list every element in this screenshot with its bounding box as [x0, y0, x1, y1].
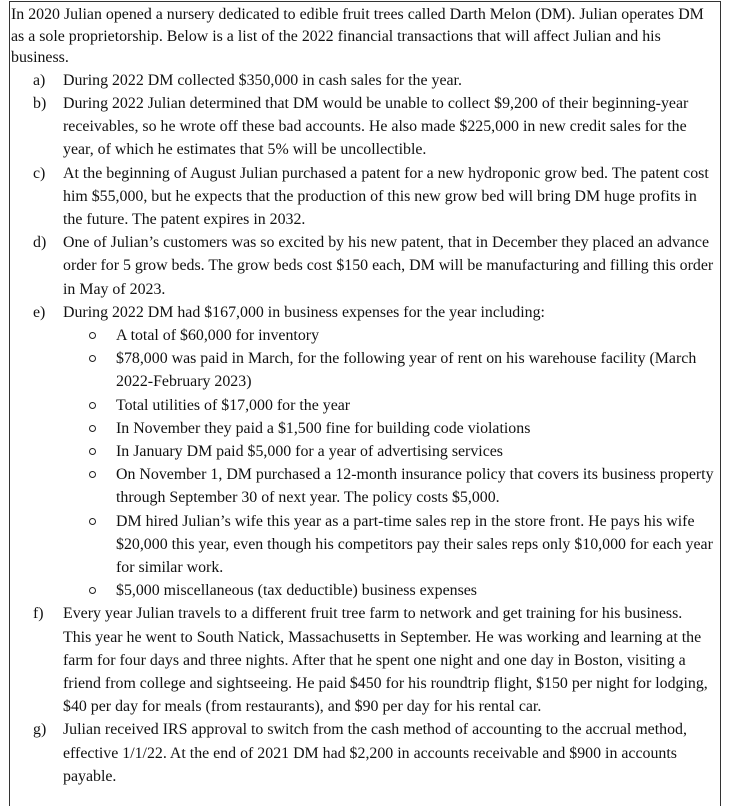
item-marker: c) [33, 164, 46, 182]
sub-item [63, 440, 714, 463]
item-text: During 2022 DM had $167,000 in business expenses for the year including: [63, 303, 545, 321]
list-item-g [10, 718, 720, 788]
item-text: During 2022 Julian determined that DM would be unable to collect $9,200 of their beginning-year receivables, so he wrote off these bad accounts. He also made $225,000 in new credit sales for the year, of which he estimates that 5% will be uncollectible. [63, 94, 689, 159]
bullet-icon [89, 518, 96, 525]
bullet-icon [89, 471, 96, 478]
intro-paragraph: In 2020 Julian opened a nursery dedicated to edible fruit trees called Darth Melon (DM). Julian operates DM as a sole proprietorship. Below is a list of the 2022 financial transactions that will affect Julian and his business. [11, 6, 704, 67]
sub-item [63, 324, 714, 347]
sub-item-text: A total of $60,000 for inventory [116, 327, 320, 345]
sub-item [63, 347, 714, 393]
item-marker: f) [33, 605, 44, 623]
list-item-f [10, 602, 720, 718]
item-text: At the beginning of August Julian purchased a patent for a new hydroponic grow bed. The patent cost him $55,000, but he expects that the production of this new grow bed will bring DM huge profits in the future. The patent expires in 2032. [63, 164, 709, 228]
sub-item [63, 579, 714, 602]
sub-item-text: $5,000 miscellaneous (tax deductible) business expenses [116, 582, 477, 600]
sub-item-text: In November they paid a $1,500 fine for building code violations [116, 419, 531, 437]
bullet-icon [89, 448, 96, 455]
list-item-b [10, 92, 720, 162]
item-marker: a) [33, 71, 46, 89]
expense-sublist [63, 324, 714, 602]
bullet-icon [89, 425, 96, 432]
sub-item-text: $78,000 was paid in March, for the following year of rent on his warehouse facility (March 2022-February 2023) [116, 350, 697, 391]
sub-item [63, 417, 714, 440]
item-marker: g) [33, 721, 47, 739]
item-marker: e) [33, 303, 46, 321]
sub-item [63, 394, 714, 417]
bullet-icon [89, 332, 96, 339]
sub-item-text: On November 1, DM purchased a 12-month insurance policy that covers its business property through September 30 of next year. The policy costs $5,000. [116, 466, 714, 507]
item-marker: d) [33, 234, 47, 252]
item-text: Julian received IRS approval to switch from the cash method of accounting to the accrual method, effective 1/1/22. At the end of 2021 DM had $2,200 in accounts receivable and $900 in accounts payable. [63, 721, 687, 785]
document-body [9, 1, 721, 806]
sub-item [63, 510, 714, 580]
sub-item-text: Total utilities of $17,000 for the year [116, 396, 351, 414]
list-item-a [10, 69, 720, 92]
bullet-icon [89, 402, 96, 409]
list-item-d [10, 231, 720, 301]
list-item-c [10, 162, 720, 232]
item-text: One of Julian’s customers was so excited by his new patent, that in December they placed an advance order for 5 grow beds. The grow beds cost $150 each, DM will be manufacturing and filling this order in May of 2023. [63, 234, 714, 298]
item-text: During 2022 DM collected $350,000 in cash sales for the year. [63, 71, 462, 89]
list-item-e [10, 301, 720, 603]
bullet-icon [89, 587, 96, 594]
item-marker: b) [33, 94, 47, 112]
sub-item-text: DM hired Julian’s wife this year as a part-time sales rep in the store front. He pays his wife $20,000 this year, even though his competitors pay their sales reps only $10,000 for each year for similar work. [116, 512, 713, 577]
item-text: Every year Julian travels to a different fruit tree farm to network and get training for his business. This year he went to South Natick, Massachusetts in September. He was working and learning at the farm for four days and three nights. After that he spent one night and one day in Boston, visiting a friend from college and sightseeing. He paid $450 for his roundtrip flight, $150 per night for lodging, $40 per day for meals (from restaurants), and $90 per day for his rental car. [63, 605, 708, 716]
bullet-icon [89, 355, 96, 362]
sub-item-text: In January DM paid $5,000 for a year of advertising services [116, 443, 503, 461]
sub-item [63, 463, 714, 509]
transaction-list [10, 69, 720, 788]
